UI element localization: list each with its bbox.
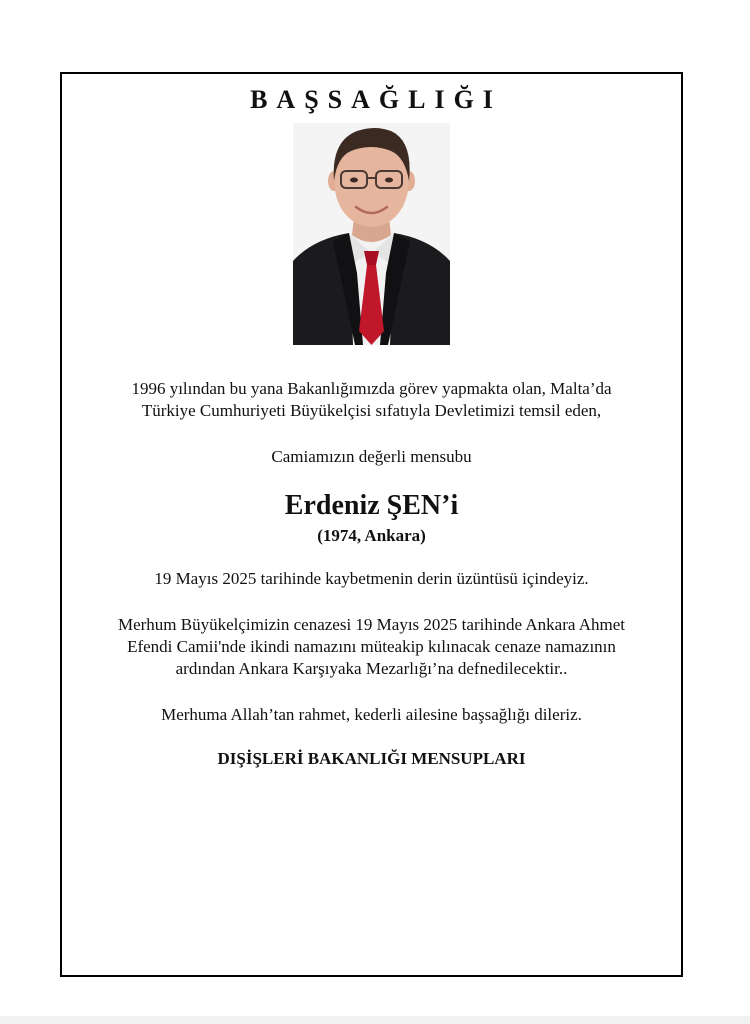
funeral-line-1: Merhum Büyükelçimizin cenazesi 19 Mayıs 2025 tarihinde Ankara Ahmet bbox=[117, 615, 626, 634]
member-line: Camiamızın değerli mensubu bbox=[271, 447, 472, 466]
funeral-paragraph bbox=[82, 614, 661, 680]
notice-title: BAŞSAĞLIĞI bbox=[250, 85, 502, 114]
signature: DIŞİŞLERİ BAKANLIĞI MENSUPLARI bbox=[217, 749, 526, 768]
notice-frame bbox=[60, 72, 683, 977]
funeral-line-3: ardından Ankara Karşıyaka Mezarlığı’na defnedilecektir.. bbox=[175, 659, 568, 678]
deceased-name: Erdeniz ŞEN’i bbox=[284, 490, 459, 521]
portrait-illustration bbox=[293, 123, 450, 345]
funeral-line-2: Efendi Camii'nde ikindi namazını müteakip kılınacak cenaze namazının bbox=[127, 637, 616, 656]
bottom-strip bbox=[0, 1016, 750, 1024]
intro-paragraph bbox=[82, 378, 661, 422]
condolence-line: Merhuma Allah’tan rahmet, kederli ailesine başsağlığı dileriz. bbox=[161, 705, 582, 724]
portrait-photo bbox=[293, 123, 450, 345]
intro-line-1: 1996 yılından bu yana Bakanlığımızda görev yapmakta olan, Malta’da bbox=[131, 379, 612, 398]
birth-info: (1974, Ankara) bbox=[317, 526, 426, 545]
intro-line-2: Türkiye Cumhuriyeti Büyükelçisi sıfatıyla Devletimizi temsil eden, bbox=[141, 401, 602, 420]
sorrow-line: 19 Mayıs 2025 tarihinde kaybetmenin derin üzüntüsü içindeyiz. bbox=[154, 569, 589, 588]
